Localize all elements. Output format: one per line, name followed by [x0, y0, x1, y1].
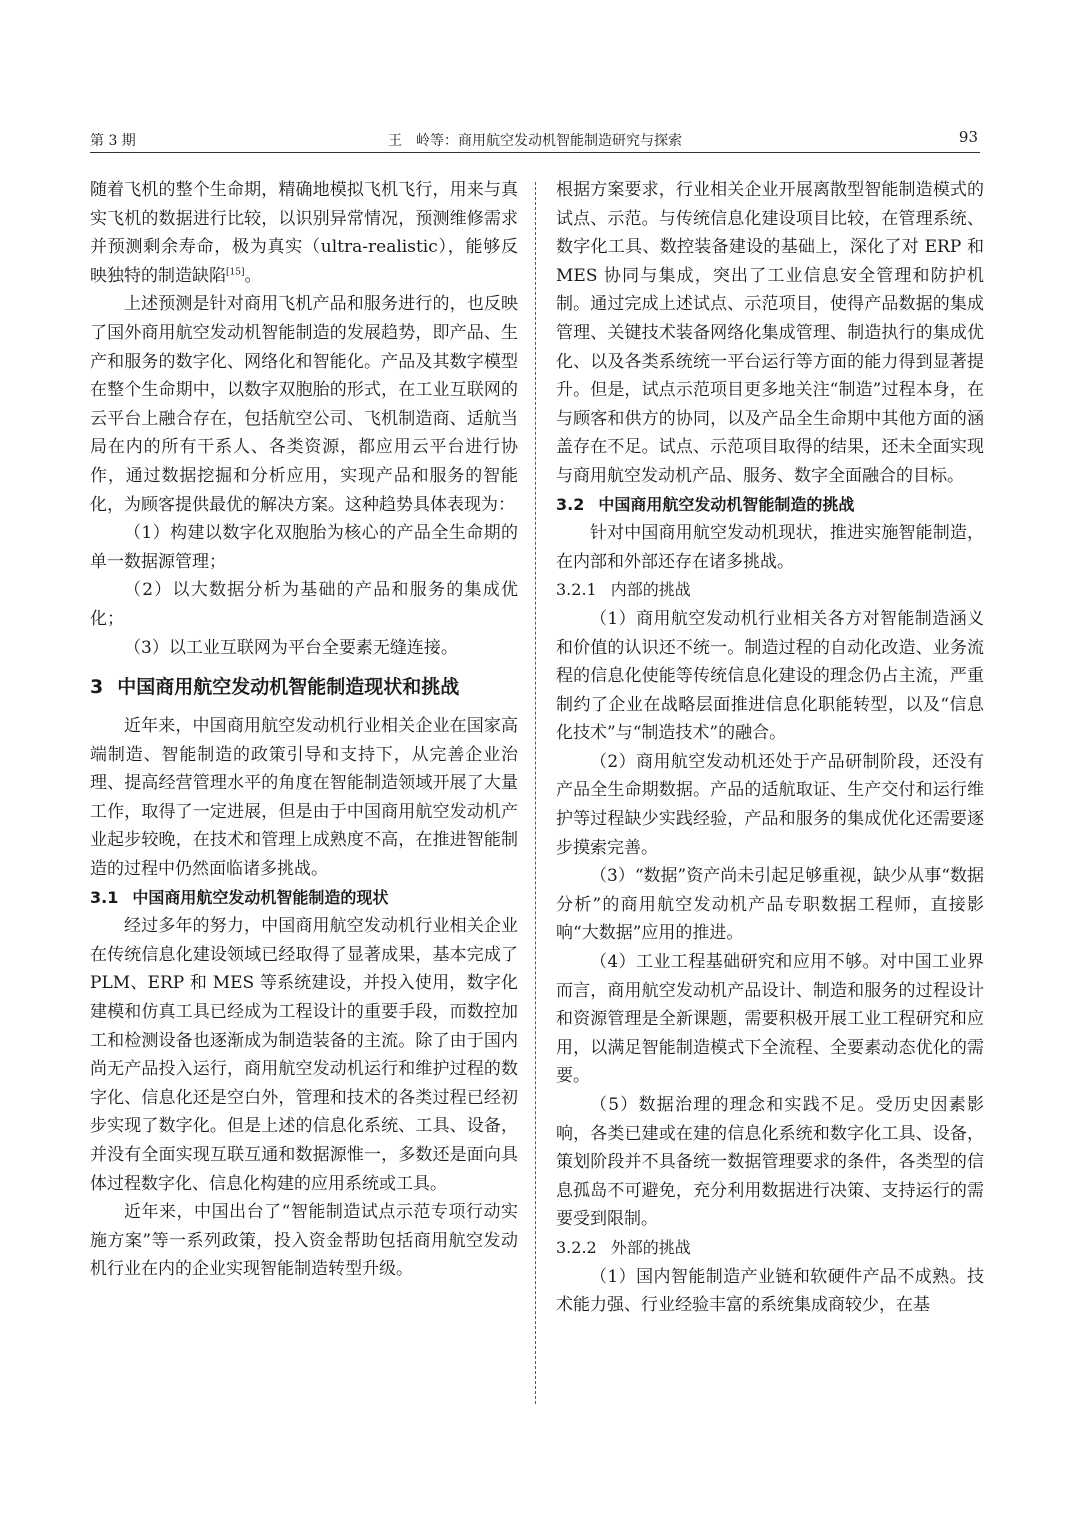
- citation: [15]: [226, 267, 245, 278]
- section-title: 外部的挑战: [610, 1237, 691, 1257]
- subsubsection-heading: [556, 1234, 984, 1263]
- right-column: [556, 176, 984, 1320]
- section-number: 3.2: [556, 494, 585, 514]
- list-item: （4）工业工程基础研究和应用不够。对中国工业界而言，商用航空发动机产品设计、制造和服务的过程设计和资源管理是全新课题，需要积极开展工业工程研究和应用，以满足智能制造模式下全流程、全要素动态优化的需要。: [556, 952, 984, 1087]
- left-column: [90, 176, 518, 1284]
- paragraph: 针对中国商用航空发动机现状，推进实施智能制造，在内部和外部还存在诸多挑战。: [556, 523, 984, 572]
- section-heading: [90, 672, 518, 702]
- paragraph: 近年来，中国商用航空发动机行业相关企业在国家高端制造、智能制造的政策引导和支持下，从完善企业治理、提高经营管理水平的角度在智能制造领域开展了大量工作，取得了一定进展，但是由于中国商用航空发动机产业起步较晚，在技术和管理上成熟度不高，在推进智能制造的过程中仍然面临诸多挑战。: [90, 716, 518, 880]
- paragraph: 根据方案要求，行业相关企业开展离散型智能制造模式的试点、示范。与传统信息化建设项目比较，在管理系统、数字化工具、数控装备建设的基础上，深化了对 ERP 和 MES 协同与集成，突出了工业信息安全管理和防护机制。通过完成上述试点、示范项目，使得产品数据的集成管理、关键技术装备网络化集成管理、制造执行的集成优化、以及各类系统统一平台运行等方面的能力得到显著提升。但是，试点示范项目更多地关注“制造”过程本身，在与顾客和供方的协同，以及产品全生命期中其他方面的涵盖存在不足。试点、示范项目取得的结果，还未全面实现与商用航空发动机产品、服务、数字全面融合的目标。: [556, 180, 984, 486]
- list-item: （1）商用航空发动机行业相关各方对智能制造涵义和价值的认识还不统一。制造过程的自动化改造、业务流程的信息化使能等传统信息化建设的理念仍占主流，严重制约了企业在战略层面推进信息化职能转型，以及“信息化技术”与“制造技术”的融合。: [556, 608, 984, 744]
- section-number: 3: [90, 676, 104, 699]
- list-item: （1）国内智能制造产业链和软硬件产品不成熟。技术能力强、行业经验丰富的系统集成商较少，在基: [556, 1266, 984, 1316]
- paragraph: 近年来，中国出台了“智能制造试点示范专项行动实施方案”等一系列政策，投入资金帮助包括商用航空发动机行业在内的企业实现智能制造转型升级。: [90, 1202, 518, 1280]
- list-item: （1）构建以数字化双胞胎为核心的产品全生命期的单一数据源管理；: [90, 523, 518, 572]
- paragraph-text: 。: [244, 265, 262, 286]
- list-item: （2）商用航空发动机还处于产品研制阶段，还没有产品全生命期数据。产品的适航取证、生产交付和运行维护等过程缺少实践经验，产品和服务的集成优化还需要逐步摸索完善。: [556, 751, 984, 858]
- subsection-heading: [556, 491, 984, 520]
- list-item: （2）以大数据分析为基础的产品和服务的集成优化；: [90, 580, 518, 629]
- section-title: 内部的挑战: [610, 580, 691, 600]
- list-item: （3）“数据”资产尚未引起足够重视，缺少从事“数据分析”的商用航空发动机产品专职数据工程师，直接影响“大数据”应用的推进。: [556, 866, 984, 944]
- paragraph: 经过多年的努力，中国商用航空发动机行业相关企业在传统信息化建设领域已经取得了显著成果，基本完成了 PLM、ERP 和 MES 等系统建设，并投入使用，数字化建模和仿真工具已经成为工程设计的重要手段，而数控加工和检测设备也逐渐成为制造装备的主流。除了由于国内尚无产品投入运行，商用航空发动机运行和维护过程的数字化、信息化还是空白外，管理和技术的各类过程已经初步实现了数字化。但是上述的信息化系统、工具、设备，并没有全面实现互联互通和数据源惟一，多数还是面向具体过程数字化、信息化构建的应用系统或工具。: [90, 916, 518, 1194]
- section-number: 3.1: [90, 887, 119, 907]
- paragraph: [90, 176, 518, 290]
- running-header: [90, 126, 980, 153]
- section-number: 3.2.1: [556, 580, 597, 600]
- paragraph: 上述预测是针对商用飞机产品和服务进行的，也反映了国外商用航空发动机智能制造的发展趋势，即产品、生产和服务的数字化、网络化和智能化。产品及其数字模型在整个生命期中，以数字双胞胎的形式，在工业互联网的云平台上融合存在，包括航空公司、飞机制造商、适航当局在内的所有干系人、各类资源，都应用云平台进行协作，通过数据挖掘和分析应用，实现产品和服务的智能化，为顾客提供最优的解决方案。这种趋势具体表现为：: [90, 294, 518, 515]
- subsection-heading: [90, 884, 518, 913]
- section-title: 中国商用航空发动机智能制造的挑战: [598, 494, 855, 514]
- subsubsection-heading: [556, 576, 984, 605]
- list-item: （5）数据治理的理念和实践不足。受历史因素影响，各类已建或在建的信息化系统和数字化工具、设备，策划阶段并不具备统一数据管理要求的条件，各类型的信息孤岛不可避免，充分利用数据进行决策、支持运行的需要受到限制。: [556, 1095, 984, 1230]
- column-divider: [535, 182, 536, 1404]
- page-number: 93: [958, 128, 978, 146]
- section-title: 中国商用航空发动机智能制造的现状: [132, 887, 389, 907]
- list-item: （3）以工业互联网为平台全要素无缝连接。: [124, 637, 458, 658]
- issue-label: 第 3 期: [90, 133, 136, 149]
- running-title: 王 岭等：商用航空发动机智能制造研究与探索: [388, 133, 682, 149]
- section-title: 中国商用航空发动机智能制造现状和挑战: [117, 676, 460, 699]
- paragraph-text: 随着飞机的整个生命期，精确地模拟飞机飞行，用来与真实飞机的数据进行比较，以识别异常情况，预测维修需求并预测剩余寿命，极为真实（ultra-realistic），能够反映独特的制造缺陷: [90, 180, 518, 286]
- section-number: 3.2.2: [556, 1237, 597, 1257]
